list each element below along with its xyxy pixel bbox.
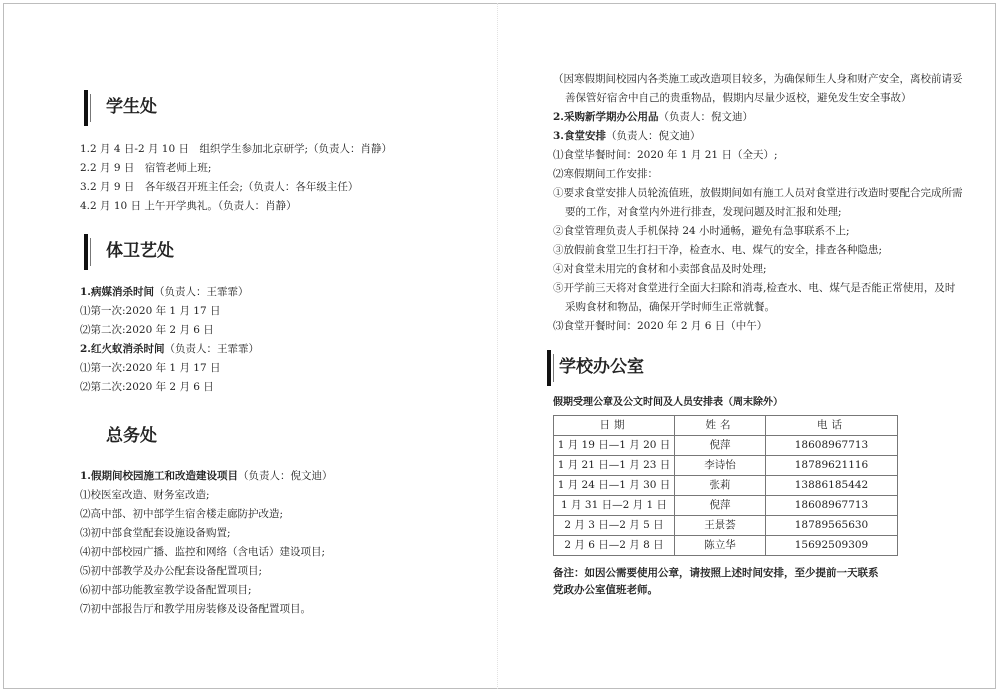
table-row — [554, 516, 898, 536]
zongwu-item: ⑵高中部、初中部学生宿舍楼走廊防护改造; — [80, 508, 284, 520]
office-note-line: 备注：如因公需要使用公章，请按照上述时间安排，至少提前一天联系 — [553, 567, 879, 579]
xuesheng-item: 1.2 月 4 日-2 月 10 日 组织学生参加北京研学;（负责人：肖静） — [80, 143, 393, 155]
heading-text: 总务处 — [106, 426, 157, 446]
duty-table — [553, 415, 898, 556]
zongwu-sec2 — [553, 108, 963, 127]
cell-name: 王景荟 — [675, 516, 766, 536]
tiwei-sec1-person: （负责人：王霏霏） — [153, 286, 249, 298]
duty-table-header — [554, 416, 898, 436]
cell-name: 倪萍 — [675, 436, 766, 456]
zongwu-sec3-person: （负责人：倪文迪） — [605, 130, 701, 142]
canteen-item: ⑴食堂毕餐时间：2020 年 1 月 21 日（全天）; — [553, 149, 778, 161]
tiwei-sec2-person: （负责人：王霏霏） — [164, 343, 259, 355]
canteen-item: ⑵寒假期间工作安排： — [553, 168, 658, 180]
cell-phone: 18789621116 — [766, 456, 898, 476]
cell-date: 1 月 19 日—1 月 20 日 — [554, 436, 675, 456]
right-column — [553, 70, 963, 599]
col-header-date: 日期 — [554, 416, 675, 436]
zongwu-item: ⑸初中部教学及办公配套设备配置项目; — [80, 565, 263, 577]
col-header-phone: 电话 — [766, 416, 898, 436]
section-heading-xuesheng — [80, 88, 480, 126]
zongwu-sec1 — [80, 467, 480, 486]
heading-bar — [84, 234, 88, 270]
zongwu-sec1-title: 1.假期间校园施工和改造建设项目 — [80, 470, 238, 482]
heading-text: 学校办公室 — [559, 357, 644, 377]
table-row — [554, 476, 898, 496]
cell-phone: 18608967713 — [766, 496, 898, 516]
canteen-item: ①要求食堂安排人员轮流值班，放假期间如有施工人员对食堂进行改造时要配合完成所需要的工作，对食堂内外进行排查，发现问题及时汇报和处理; — [553, 187, 963, 218]
cell-date: 1 月 21 日—1 月 23 日 — [554, 456, 675, 476]
left-column — [80, 88, 480, 619]
duty-table-title: 假期受理公章及公文时间及人员安排表（周末除外） — [553, 397, 783, 408]
col-header-name: 姓名 — [675, 416, 766, 436]
zongwu-item: ⑴校医室改造、财务室改造; — [80, 489, 210, 501]
canteen-item: ⑤开学前三天将对食堂进行全面大扫除和消毒,检查水、电、煤气是否能正常使用，及时采购食材和物品，确保开学时师生正常就餐。 — [553, 282, 956, 313]
tiwei-sec1-title: 1.病媒消杀时间 — [80, 286, 154, 298]
heading-text: 学生处 — [106, 97, 157, 117]
zongwu-sec3 — [553, 127, 963, 146]
office-note — [553, 565, 963, 599]
zongwu-item: ⑺初中部报告厅和教学用房装修及设备配置项目。 — [80, 603, 311, 615]
tiwei-item: ⑵第二次:2020 年 2 月 6 日 — [80, 381, 214, 393]
cell-name: 张莉 — [675, 476, 766, 496]
cell-phone: 15692509309 — [766, 536, 898, 556]
heading-bar-thin — [90, 94, 91, 122]
zongwu-note: （因寒假期间校园内各类施工或改造项目较多，为确保师生人身和财产安全，离校前请妥善保管好宿舍中自己的贵重物品，假期内尽量少返校，避免发生安全事故） — [553, 73, 963, 104]
xuesheng-item: 3.2 月 9 日 各年级召开班主任会;（负责人：各年级主任） — [80, 181, 359, 193]
xuesheng-item: 2.2 月 9 日 宿管老师上班; — [80, 162, 212, 174]
heading-bar — [84, 90, 88, 126]
table-row — [554, 456, 898, 476]
cell-date: 1 月 24 日—1 月 30 日 — [554, 476, 675, 496]
zongwu-sec2-person: （负责人：倪文迪） — [658, 111, 753, 123]
canteen-item: ④对食堂未用完的食材和小卖部食品及时处理; — [553, 263, 767, 275]
zongwu-sec2-title: 2.采购新学期办公用品 — [553, 111, 659, 123]
xuesheng-item: 4.2 月 10 日 上午开学典礼。（负责人：肖静） — [80, 200, 297, 212]
zongwu-sec3-title: 3.食堂安排 — [553, 130, 606, 142]
zongwu-item: ⑷初中部校园广播、监控和网络（含电话）建设项目; — [80, 546, 326, 558]
tiwei-sec1 — [80, 283, 480, 302]
heading-bar-thin — [90, 238, 91, 266]
table-row — [554, 496, 898, 516]
heading-bar-thin — [553, 354, 554, 382]
heading-bar — [547, 350, 551, 386]
heading-text: 体卫艺处 — [106, 241, 174, 261]
table-row — [554, 536, 898, 556]
zongwu-item: ⑶初中部食堂配套设施设备购置; — [80, 527, 231, 539]
tiwei-sec2-title: 2.红火蚁消杀时间 — [80, 343, 165, 355]
table-row — [554, 436, 898, 456]
canteen-item: ③放假前食堂卫生打扫干净，检查水、电、煤气的安全，排查各种隐患; — [553, 244, 883, 256]
cell-name: 李诗怡 — [675, 456, 766, 476]
cell-name: 倪萍 — [675, 496, 766, 516]
section-heading-tiwei — [80, 232, 480, 270]
section-heading-zongwu — [80, 417, 480, 455]
cell-name: 陈立华 — [675, 536, 766, 556]
office-note-line: 党政办公室值班老师。 — [553, 584, 658, 596]
canteen-item: ⑶食堂开餐时间：2020 年 2 月 6 日（中午） — [553, 320, 768, 332]
cell-phone: 18608967713 — [766, 436, 898, 456]
cell-date: 2 月 6 日—2 月 8 日 — [554, 536, 675, 556]
zongwu-item: ⑹初中部功能教室教学设备配置项目; — [80, 584, 252, 596]
tiwei-item: ⑵第二次:2020 年 2 月 6 日 — [80, 324, 214, 336]
cell-date: 1 月 31 日—2 月 1 日 — [554, 496, 675, 516]
tiwei-sec2 — [80, 340, 480, 359]
canteen-item: ②食堂管理负责人手机保持 24 小时通畅，避免有急事联系不上; — [553, 225, 850, 237]
page-fold — [497, 3, 498, 689]
cell-phone: 13886185442 — [766, 476, 898, 496]
tiwei-item: ⑴第一次:2020 年 1 月 17 日 — [80, 305, 221, 317]
section-heading-office — [553, 348, 963, 386]
cell-date: 2 月 3 日—2 月 5 日 — [554, 516, 675, 536]
zongwu-sec1-person: （负责人：倪文迪） — [237, 470, 333, 482]
tiwei-item: ⑴第一次:2020 年 1 月 17 日 — [80, 362, 221, 374]
cell-phone: 18789565630 — [766, 516, 898, 536]
